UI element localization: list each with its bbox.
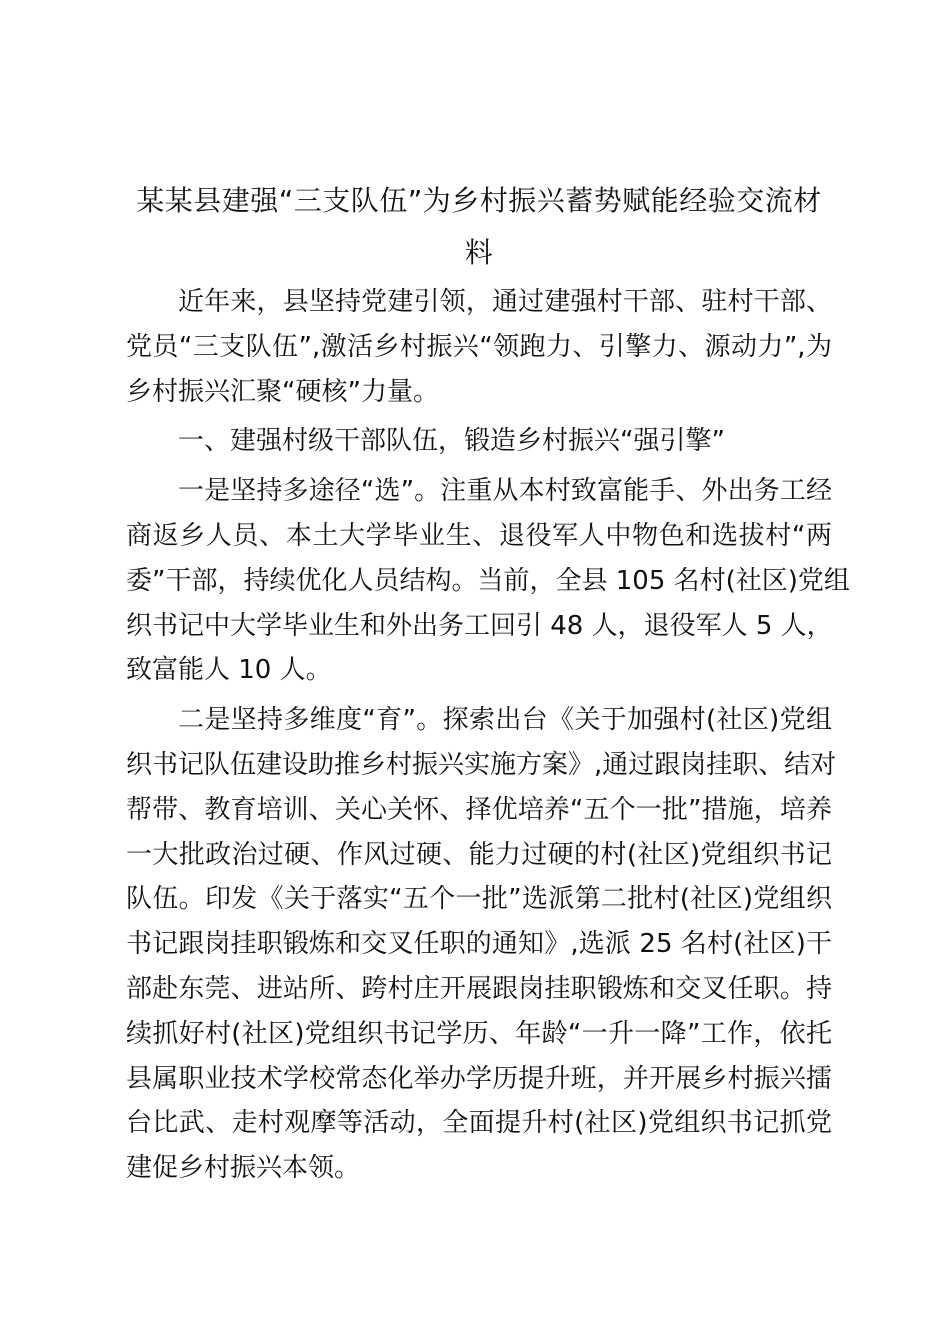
text-line: 续抓好村(社区)党组织书记学历、年龄“一升一降”工作，依托 [126, 1018, 832, 1049]
text-line: 一是坚持多途径“选”。注重从本村致富能手、外出务工经 [178, 476, 832, 507]
text-line: 党员“三支队伍”,激活乡村振兴“领跑力、引擎力、源动力”,为 [126, 331, 832, 362]
text-line: 二是坚持多维度“育”。探索出台《关于加强村(社区)党组 [178, 705, 832, 736]
text-line: 队伍。印发《关于落实“五个一批”选派第二批村(社区)党组织 [126, 884, 832, 915]
text-line: 织书记队伍建设助推乡村振兴实施方案》,通过跟岗挂职、结对 [126, 749, 837, 780]
text-line: 一、建强村级干部队伍，锻造乡村振兴“强引擎” [178, 426, 725, 457]
text-line: 部赴东莞、进站所、跨村庄开展跟岗挂职锻炼和交叉任职。持 [126, 973, 832, 1004]
text-line: 近年来，县坚持党建引领，通过建强村干部、驻村干部、 [178, 287, 832, 317]
intro-paragraph [126, 280, 832, 414]
title-text: 某某县建强“三支队伍”为乡村振兴蓄势赋能经验交流材料 [136, 184, 822, 269]
text-line: 致富能人 10 人。 [126, 655, 332, 686]
text-line: 委”干部，持续优化人员结构。当前，全县 105 名村(社区)党组 [126, 565, 850, 596]
section-paragraph-select [126, 469, 850, 693]
document-title [126, 175, 832, 279]
text-line: 帮带、教育培训、关心关怀、择优培养“五个一批”措施，培养 [126, 794, 832, 825]
text-line: 书记跟岗挂职锻炼和交叉任职的通知》,选派 25 名村(社区)干 [126, 929, 832, 960]
document-body [126, 280, 850, 1191]
text-line: 建促乡村振兴本领。 [126, 1153, 361, 1184]
text-line: 乡村振兴汇聚“硬核”力量。 [126, 376, 439, 407]
text-line: 一大批政治过硬、作风过硬、能力过硬的村(社区)党组织书记 [126, 839, 832, 870]
text-line: 县属职业技术学校常态化举办学历提升班，并开展乡村振兴擂 [126, 1063, 832, 1094]
section-heading [126, 419, 832, 464]
text-line: 商返乡人员、本土大学毕业生、退役军人中物色和选拔村“两 [126, 520, 832, 551]
text-line: 织书记中大学毕业生和外出务工回引 48 人，退役军人 5 人， [126, 610, 833, 641]
section-paragraph-cultivate [126, 698, 837, 1191]
text-line: 台比武、走村观摩等活动，全面提升村(社区)党组织书记抓党 [126, 1108, 832, 1139]
